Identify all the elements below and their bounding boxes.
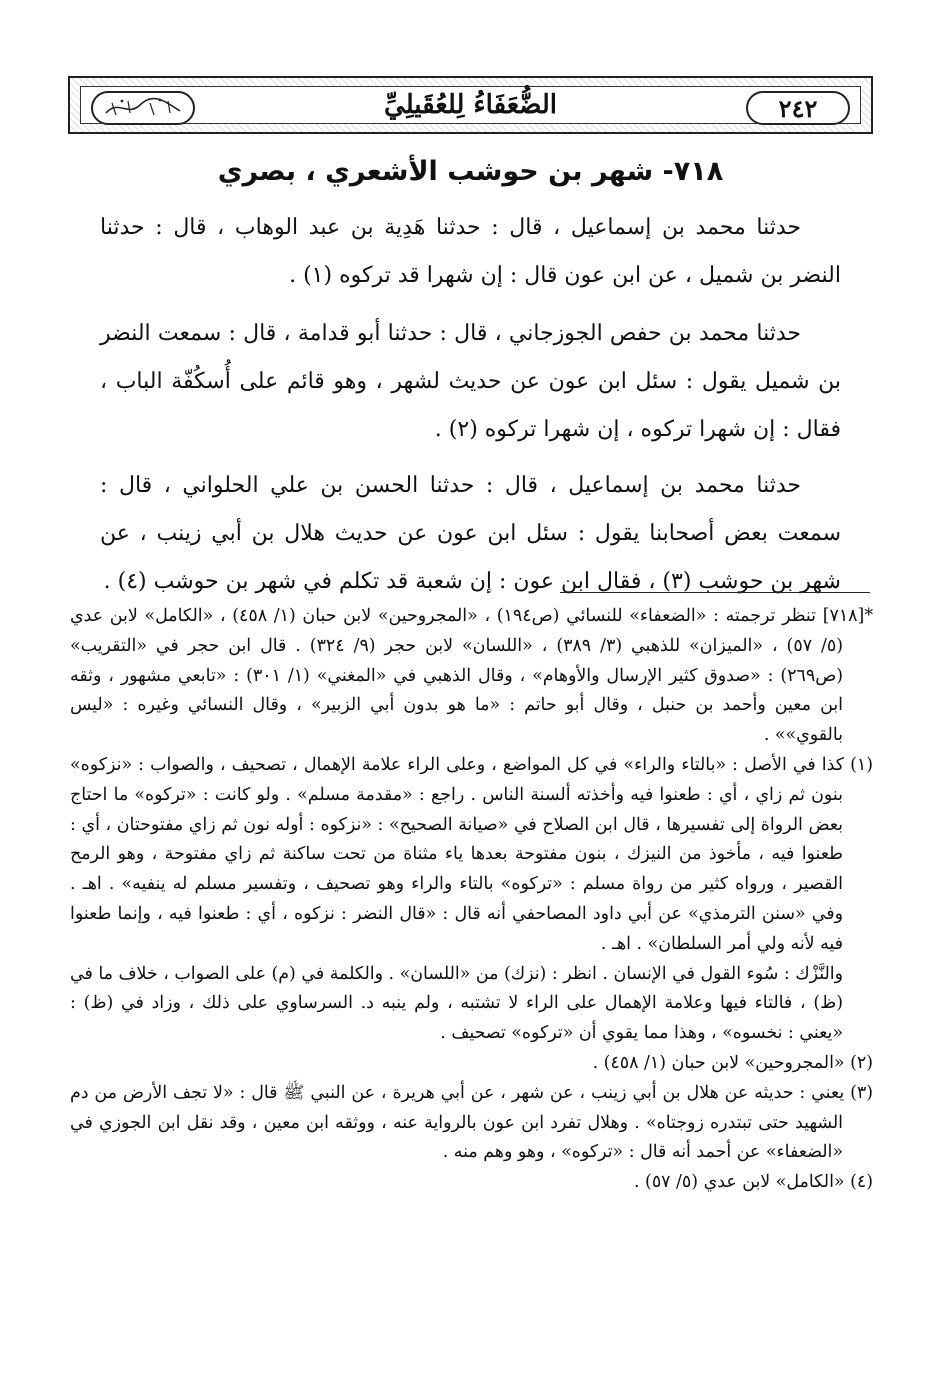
footnote: (٣) يعني : حديثه عن هلال بن أبي زينب ، عن شهر ، عن أبي هريرة ، عن النبي ﷺ قال : «لا تجف الأرض من دم الشهيد حتى تبتدره زوجتاه» . وهلال تفرد ابن عون بالرواية عنه ، ووثقه ابن معين ، وقد نقل ابن الجوزي في «الضعفاء» عن أحمد أنه قال : «تركوه» ، وهو وهم منه . [70,1082,873,1163]
body-paragraph: حدثنا محمد بن إسماعيل ، قال : حدثنا هَدِية بن عبد الوهاب ، قال : حدثنا النضر بن شميل ، عن ابن عون قال : إن شهرا قد تركوه (١) . [100,215,841,288]
page-header [68,76,873,134]
footnote: (١) كذا في الأصل : «بالتاء والراء» في كل المواضع ، وعلى الراء علامة الإهمال ، تصحيف ، والصواب : «نزكوه» بنون ثم زاي ، أي : طعنوا فيه وأخذته ألسنة الناس . راجع : «مقدمة مسلم» . ولو كانت : «تركوه» ما احتاج بعض الرواة إلى تفسيرها ، قال ابن الصلاح في «صيانة الصحيح» : «نزكوه : أوله نون ثم زاي مفتوحتان ، أي : طعنوا فيه ، مأخوذ من النيزك ، بنون مفتوحة بعدها ياء مثناة من تحت ساكنة ثم زاي مفتوحة ، وهو الرمح القصير ، ورواه كثير من رواة مسلم : «تركوه» بالتاء والراء وهو تصحيف ، وتفسير مسلم له ينفيه» . اهـ . وفي «سنن الترمذي» عن أبي داود المصاحفي أنه قال : «قال النضر : نزكوه ، أي : طعنوا فيه ، وإنما طعنوا فيه لأنه ولي أمر السلطان» . اهـ . [70,754,873,954]
body-paragraph: حدثنا محمد بن حفص الجوزجاني ، قال : حدثنا أبو قدامة ، قال : سمعت النضر بن شميل يقول : سئل ابن عون عن حديث لشهر ، وهو قائم على أُسكُفّة الباب ، فقال : إن شهرا تركوه ، إن شهرا تركوه (٢) . [100,321,841,442]
footnote: (٤) «الكامل» لابن عدي (٥/ ٥٧) . [634,1172,873,1193]
book-title: الضُّعَفَاءُ لِلعُقَيلِيِّ [384,90,557,120]
page-number: ٢٤٢ [778,93,818,123]
entry-title: ٧١٨- شهر بن حوشب الأشعري ، بصري [217,156,724,187]
footnote: *[٧١٨] تنظر ترجمته : «الضعفاء» للنسائي (ص١٩٤) ، «المجروحين» لابن حبان (١/ ٤٥٨) ، «الكامل» لابن عدي (٥/ ٥٧) ، «الميزان» للذهبي (٣/ ٣٨٩) ، «اللسان» لابن حجر (٩/ ٣٢٤) . قال ابن حجر في «التقريب» (ص٢٦٩) : «صدوق كثير الإرسال والأوهام» ، وقال الذهبي في «المغني» (١/ ٣٠١) : «تابعي مشهور ، وثقه ابن معين وأحمد بن حنبل ، وقال أبو حاتم : «ما هو بدون أبي الزبير» ، وقال النسائي وغيره : «ليس بالقوي»» . [70,606,874,746]
main-text [100,204,841,610]
footnote: (٢) «المجروحين» لابن حبان (١/ ٤٥٨) . [592,1052,873,1073]
footnote: والنَّزْك : سُوء القول في الإنسان . انظر : (نزك) من «اللسان» . والكلمة في (م) على الصواب ، خلاف ما في (ظ) ، فالتاء فيها وعلامة الإهمال على الراء لا تشتبه ، ولم ينبه د. السرساوي على ذلك ، وزاد في (ظ) : «يعني : نخسوه» ، وهذا مما يقوي أن «تركوه» تصحيف . [70,963,843,1044]
body-paragraph: حدثنا محمد بن إسماعيل ، قال : حدثنا الحسن بن علي الحلواني ، قال : سمعت بعض أصحابنا يقول : سئل ابن عون عن حديث هلال بن أبي زينب ، عن شهر بن حوشب (٣) ، فقال ابن عون : إن شعبة قد تكلم في شهر بن حوشب (٤) . [100,473,841,594]
page-number-box [746,91,850,125]
header-frame [80,86,861,124]
footnotes [70,602,873,1198]
calligraphy-emblem-icon [91,91,195,125]
footnote-separator [560,592,870,593]
